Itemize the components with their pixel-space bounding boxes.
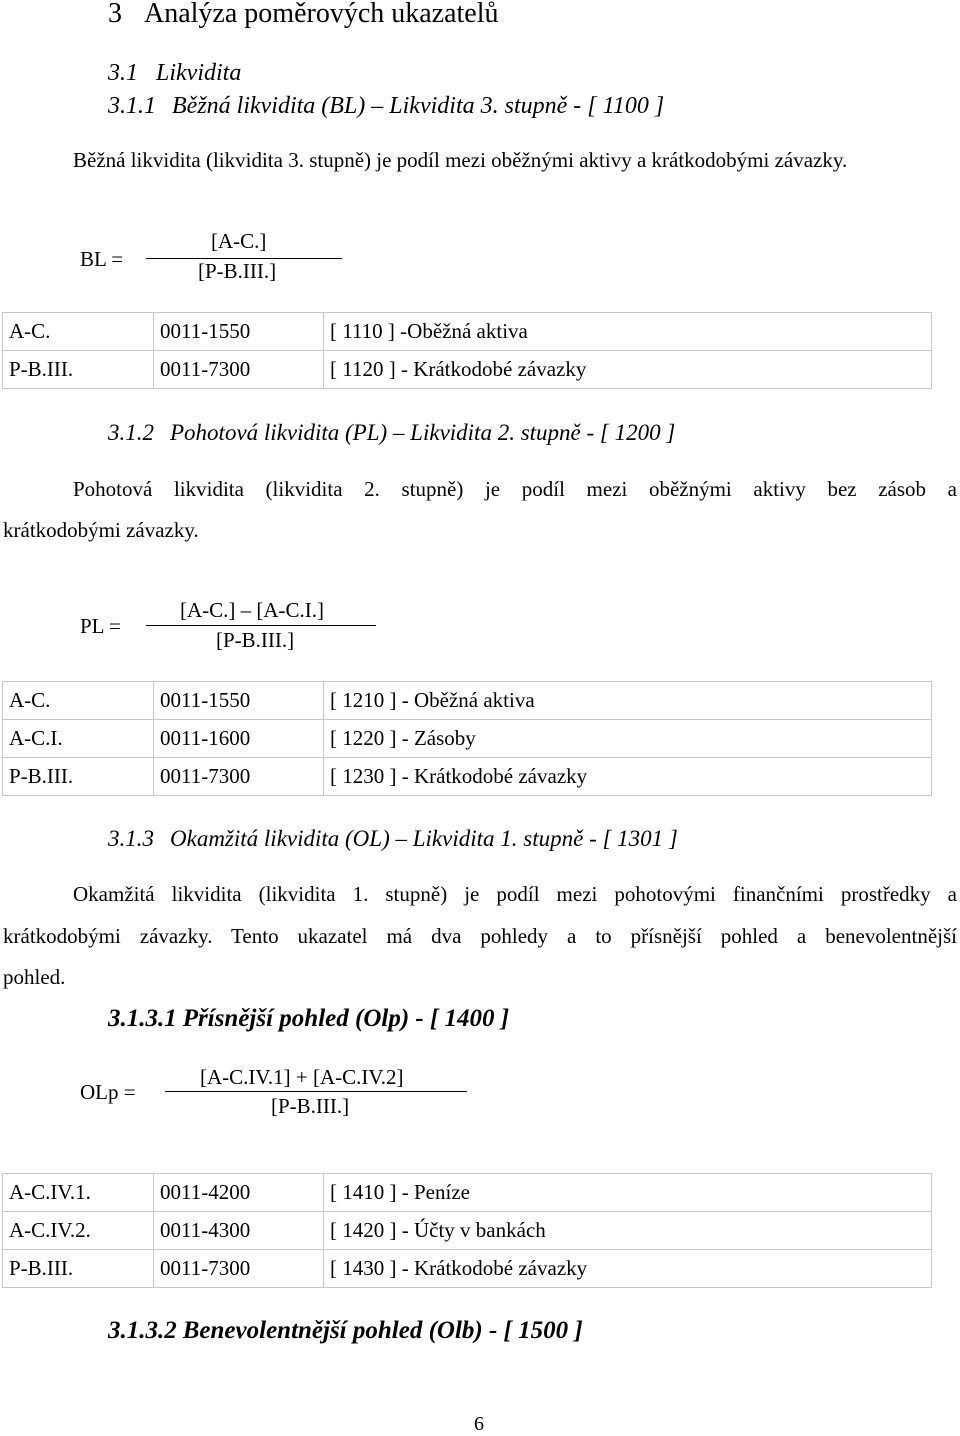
row-range: 0011-4200 (154, 1174, 324, 1212)
table-row (3, 682, 932, 720)
row-range: 0011-1550 (154, 682, 324, 720)
formula-numerator-bl: [A-C.] (211, 229, 267, 253)
row-range: 0011-1550 (154, 313, 324, 351)
section-title: Benevolentnější pohled (Olb) - [ 1500 ] (182, 1317, 583, 1344)
table-row (3, 351, 932, 389)
row-code: A-C.IV.1. (3, 1174, 154, 1212)
fraction-line-pl (146, 625, 376, 626)
row-code: A-C.I. (3, 720, 154, 758)
row-range: 0011-1600 (154, 720, 324, 758)
codes-table-olp (2, 1173, 932, 1288)
row-code: P-B.III. (3, 1250, 154, 1288)
row-code: A-C.IV.2. (3, 1212, 154, 1250)
row-code: A-C. (3, 682, 154, 720)
row-range: 0011-7300 (154, 351, 324, 389)
row-range: 0011-4300 (154, 1212, 324, 1250)
row-desc: [ 1430 ] - Krátkodobé závazky (324, 1250, 932, 1288)
paragraph-bl: Běžná likvidita (likvidita 3. stupně) je podíl mezi oběžnými aktivy a krátkodobými závazky. (73, 148, 848, 172)
formula-denominator-bl: [P-B.III.] (198, 259, 277, 283)
section-number: 3.1.2 (108, 420, 154, 445)
section-number: 3.1.3.2 (108, 1317, 177, 1344)
chapter-heading (108, 0, 499, 30)
section-number: 3.1.3.1 (108, 1005, 177, 1032)
row-desc: [ 1120 ] - Krátkodobé závazky (324, 351, 932, 389)
section-title: Likvidita (156, 60, 242, 86)
table-row (3, 758, 932, 796)
formula-label-pl: PL = (80, 614, 121, 638)
paragraph-ol-line3: pohled. (3, 965, 66, 989)
formula-denominator-pl: [P-B.III.] (216, 628, 295, 652)
formula-label-olp: OLp = (80, 1080, 136, 1104)
table-row (3, 1212, 932, 1250)
section-title: Okamžitá likvidita (OL) – Likvidita 1. stupně - [ 1301 ] (170, 826, 678, 851)
row-code: P-B.III. (3, 351, 154, 389)
table-row (3, 1174, 932, 1212)
section-heading-3-1-3-1 (108, 1005, 509, 1033)
section-title: Přísnější pohled (Olp) - [ 1400 ] (182, 1005, 510, 1032)
section-heading-3-1 (108, 60, 241, 87)
section-number: 3.1 (108, 60, 138, 86)
section-heading-3-1-2 (108, 420, 675, 446)
row-code: A-C. (3, 313, 154, 351)
section-heading-3-1-3 (108, 826, 678, 852)
chapter-title: Analýza poměrových ukazatelů (144, 0, 499, 29)
section-number: 3.1.3 (108, 826, 154, 851)
fraction-line-olp (165, 1091, 467, 1092)
formula-numerator-pl: [A-C.] – [A-C.I.] (180, 598, 325, 622)
row-code: P-B.III. (3, 758, 154, 796)
paragraph-pl-line1: Pohotová likvidita (likvidita 2. stupně) je podíl mezi oběžnými aktivy bez zásob a (73, 477, 957, 501)
table-row (3, 1250, 932, 1288)
row-range: 0011-7300 (154, 758, 324, 796)
section-title: Běžná likvidita (BL) – Likvidita 3. stupně - [ 1100 ] (172, 93, 665, 119)
row-desc: [ 1410 ] - Peníze (324, 1174, 932, 1212)
row-desc: [ 1230 ] - Krátkodobé závazky (324, 758, 932, 796)
section-title: Pohotová likvidita (PL) – Likvidita 2. stupně - [ 1200 ] (170, 420, 676, 445)
formula-numerator-olp: [A-C.IV.1] + [A-C.IV.2] (200, 1065, 404, 1089)
section-heading-3-1-3-2 (108, 1317, 583, 1345)
row-desc: [ 1210 ] - Oběžná aktiva (324, 682, 932, 720)
row-range: 0011-7300 (154, 1250, 324, 1288)
formula-denominator-olp: [P-B.III.] (271, 1094, 350, 1118)
row-desc: [ 1220 ] - Zásoby (324, 720, 932, 758)
page-number: 6 (474, 1413, 484, 1435)
codes-table-bl (2, 312, 932, 389)
paragraph-ol-line2: krátkodobými závazky. Tento ukazatel má dva pohledy a to přísnější pohled a benevolentnější (3, 924, 957, 948)
chapter-number: 3 (108, 0, 122, 29)
paragraph-pl-line2: krátkodobými závazky. (3, 518, 199, 542)
row-desc: [ 1420 ] - Účty v bankách (324, 1212, 932, 1250)
formula-label-bl: BL = (80, 247, 124, 271)
row-desc: [ 1110 ] -Oběžná aktiva (324, 313, 932, 351)
section-heading-3-1-1 (108, 93, 664, 120)
table-row (3, 720, 932, 758)
codes-table-pl (2, 681, 932, 796)
table-row (3, 313, 932, 351)
paragraph-ol-line1: Okamžitá likvidita (likvidita 1. stupně) je podíl mezi pohotovými finančními prostředky a (73, 882, 957, 906)
section-number: 3.1.1 (108, 93, 156, 119)
